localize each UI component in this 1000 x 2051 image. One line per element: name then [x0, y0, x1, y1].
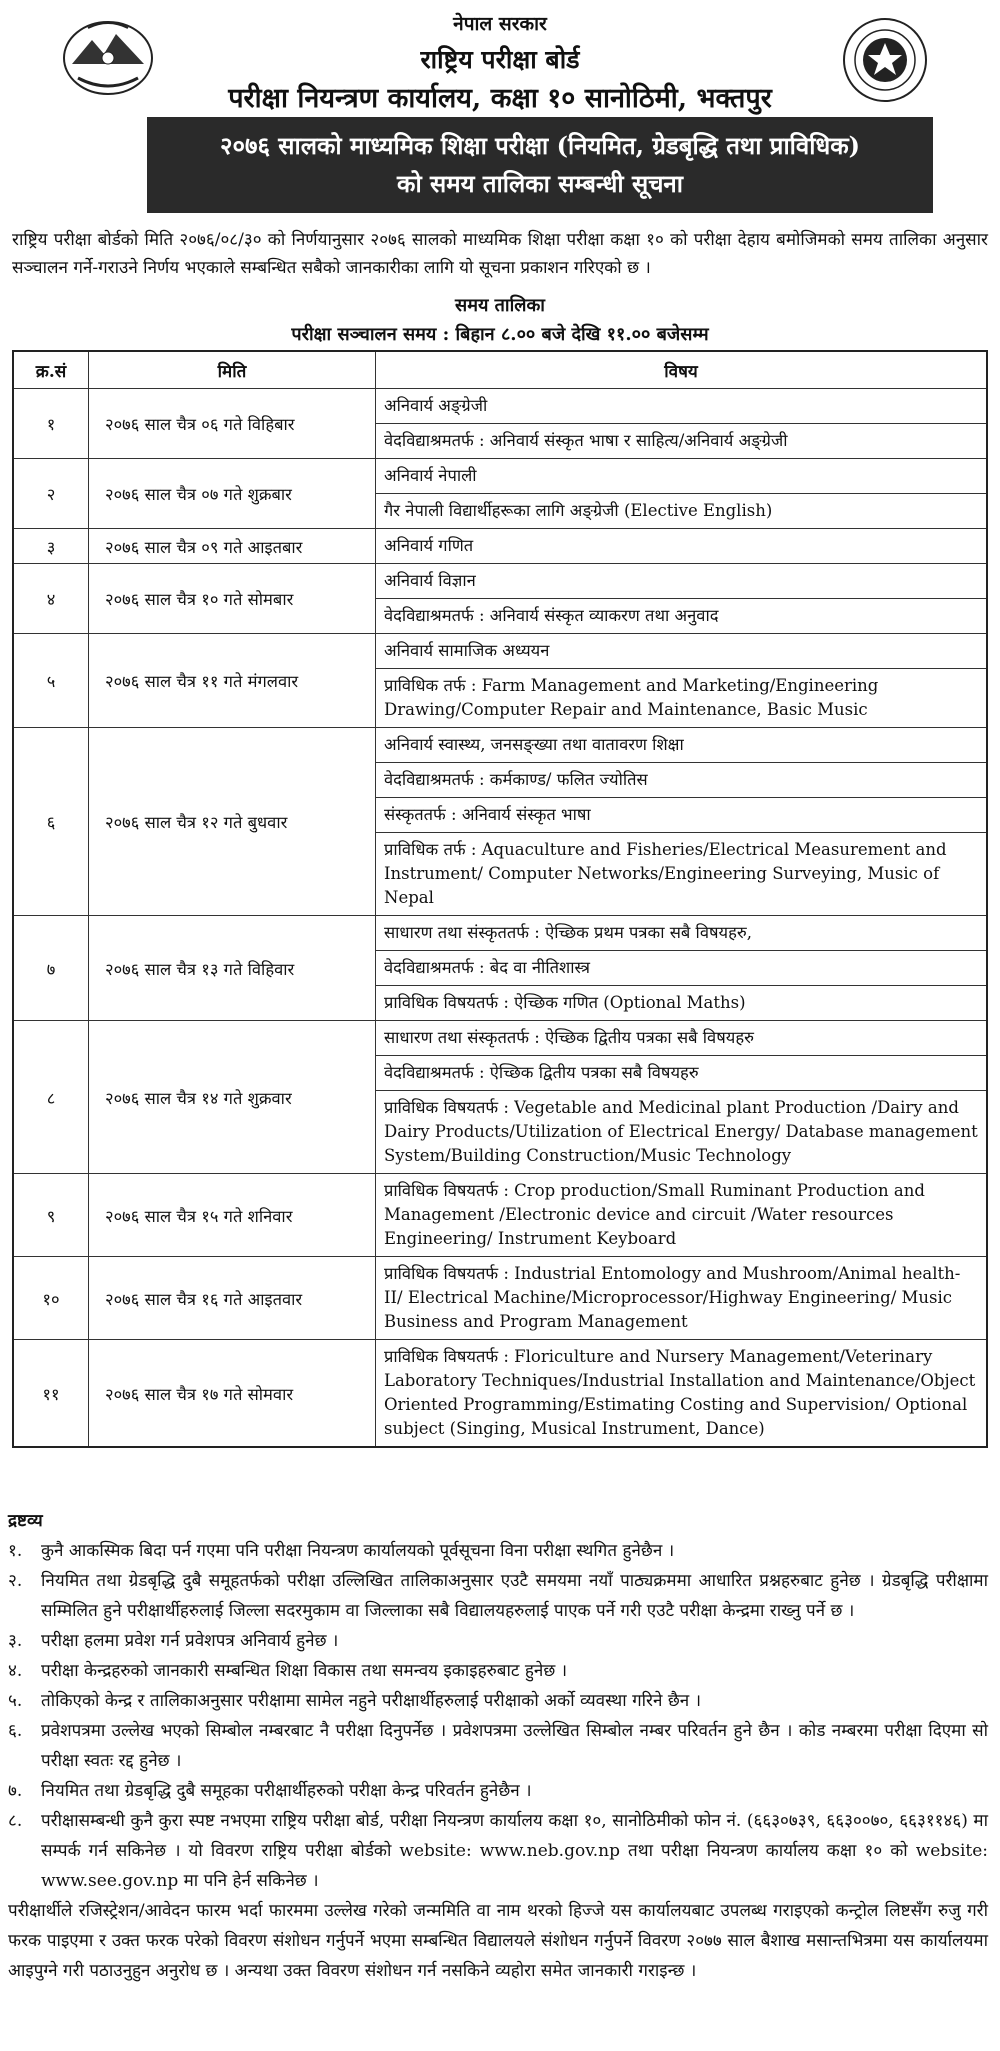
exam-subject: प्राविधिक विषयतर्फ : Industrial Entomology and Mushroom/Animal health-II/ Electrical Machine/Microprocessor/Highway Engineering/ Music Business and Program Management [376, 1257, 988, 1340]
exam-subject: प्राविधिक विषयतर्फ : ऐच्छिक गणित (Optional Maths) [376, 986, 988, 1021]
exam-subject: संस्कृततर्फ : अनिवार्य संस्कृत भाषा [376, 798, 988, 833]
table-row [13, 1340, 987, 1448]
exam-subject: अनिवार्य स्वास्थ्य, जनसङ्ख्या तथा वातावरण शिक्षा [376, 728, 988, 763]
exam-date: २०७६ साल चैत्र १३ गते विहिवार [89, 916, 376, 1021]
table-row [13, 1021, 987, 1056]
exam-subject: गैर नेपाली विद्यार्थीहरूका लागि अङ्ग्रेजी (Elective English) [376, 494, 988, 529]
note-item [8, 1716, 988, 1776]
row-number: ११ [13, 1340, 89, 1448]
note-item [8, 1536, 988, 1566]
note-text: नियमित तथा ग्रेडबृद्धि दुबै समूहका परीक्षार्थीहरुको परीक्षा केन्द्र परिवर्तन हुनेछैन । [41, 1781, 532, 1801]
exam-subject: अनिवार्य विज्ञान [376, 564, 988, 599]
note-item [8, 1806, 988, 1896]
exam-subject: वेदविद्याश्रमतर्फ : ऐच्छिक द्वितीय पत्रका सबै विषयहरु [376, 1056, 988, 1091]
note-number: २. [8, 1571, 23, 1591]
exam-subject: प्राविधिक विषयतर्फ : Crop production/Small Ruminant Production and Management /Electronic device and circuit /Water resources Engineering/ Instrument Keyboard [376, 1174, 988, 1257]
row-number: ३ [13, 529, 89, 564]
note-number: ७. [8, 1781, 23, 1801]
header-num: क्र.सं [13, 351, 89, 389]
table-row [13, 1257, 987, 1340]
note-text: परीक्षासम्बन्धी कुनै कुरा स्पष्ट नभएमा राष्ट्रिय परीक्षा बोर्ड, परीक्षा नियन्त्रण कार्यालय कक्षा १०, सानोठिमीको फोन नं. (६६३०७३९, ६६३००७०, ६६३११४६) मा सम्पर्क गर्न सकिनेछ । यो विवरण राष्ट्रिय परीक्षा बोर्डको website: www.neb.gov.np तथा परीक्षा नियन्त्रण कार्यालय कक्षा १० को website: www.see.gov.np मा पनि हेर्न सकिनेछ । [41, 1811, 988, 1891]
exam-date: २०७६ साल चैत्र १० गते सोमबार [89, 564, 376, 634]
table-row [13, 1174, 987, 1257]
header [0, 0, 1000, 115]
exam-date: २०७६ साल चैत्र १४ गते शुक्रवार [89, 1021, 376, 1174]
note-item [8, 1626, 988, 1656]
exam-date: २०७६ साल चैत्र ०९ गते आइतबार [89, 529, 376, 564]
exam-subject: प्राविधिक विषयतर्फ : Floriculture and Nursery Management/Veterinary Laboratory Techniques/Industrial Installation and Maintenance/Object Oriented Programming/Estimating Costing and Supervision/ Optional subject (Singing, Musical Instrument, Dance) [376, 1340, 988, 1448]
row-number: ४ [13, 564, 89, 634]
note-text: नियमित तथा ग्रेडबृद्धि दुबै समूहतर्फको परीक्षा उल्लिखित तालिकाअनुसार एउटै समयमा नयाँ पाठ्यक्रममा आधारित प्रश्नहरुबाट हुनेछ । ग्रेडबृद्धि परीक्षामा सम्मिलित हुने परीक्षार्थीहरुलाई जिल्ला सदरमुकाम वा जिल्लाका सबै विद्यालयहरुलाई पाएक पर्ने गरी एउटै परीक्षा केन्द्रमा राख्नु पर्ने छ । [41, 1571, 988, 1621]
table-header-row [13, 351, 987, 389]
notes-heading: द्रष्टव्य [8, 1511, 43, 1531]
header-government: नेपाल सरकार [453, 13, 547, 35]
exam-date: २०७६ साल चैत्र ०६ गते विहिबार [89, 389, 376, 459]
note-number: ८. [8, 1811, 23, 1831]
exam-subject: प्राविधिक तर्फ : Farm Management and Marketing/Engineering Drawing/Computer Repair and Maintenance, Basic Music [376, 669, 988, 728]
row-number: ९ [13, 1174, 89, 1257]
intro-paragraph: राष्ट्रिय परीक्षा बोर्डको मिति २०७६/०८/३० को निर्णयानुसार २०७६ सालको माध्यमिक शिक्षा परीक्षा कक्षा १० को परीक्षा देहाय बमोजिमको समय तालिका अनुसार सञ्चालन गर्ने-गराउने निर्णय भएकाले सम्बन्धित सबैको जानकारीका लागि यो सूचना प्रकाशन गरिएको छ । [12, 230, 988, 278]
exam-date: २०७६ साल चैत्र ०७ गते शुक्रबार [89, 459, 376, 529]
table-row [13, 916, 987, 951]
exam-subject: अनिवार्य गणित [376, 529, 988, 564]
note-item [8, 1776, 988, 1806]
table-row [13, 634, 987, 669]
header-subject: विषय [376, 351, 988, 389]
row-number: १० [13, 1257, 89, 1340]
closing-paragraph: परीक्षार्थीले रजिस्ट्रेशन/आवेदन फारम भर्दा फारममा उल्लेख गरेको जन्ममिति वा नाम थरको हिज्जे यस कार्यालयबाट उपलब्ध गराइएको कन्ट्रोल लिष्टसँग रुजु गरी फरक पाइएमा र उक्त फरक परेको विवरण संशोधन गर्नुपर्ने भएमा सम्बन्धित विद्यालयले संशोधन गर्नुपर्ने विवरण २०७७ साल बैशाख मसान्तभित्रमा यस कार्यालयमा आइपुग्ने गरी पठाउनुहुन अनुरोध छ । अन्यथा उक्त विवरण संशोधन गर्न नसकिने व्यहोरा समेत जानकारी गराइन्छ । [8, 1901, 988, 1981]
exam-subject: वेदविद्याश्रमतर्फ : कर्मकाण्ड/ फलित ज्योतिस [376, 763, 988, 798]
note-text: प्रवेशपत्रमा उल्लेख भएको सिम्बोल नम्बरबाट नै परीक्षा दिनुपर्नेछ । प्रवेशपत्रमा उल्लेखित सिम्बोल नम्बर परिवर्तन हुने छैन । कोड नम्बरमा परीक्षा दिएमा सो परीक्षा स्वतः रद्द हुनेछ । [41, 1721, 988, 1771]
exam-subject: साधारण तथा संस्कृततर्फ : ऐच्छिक प्रथम पत्रका सबै विषयहरु, [376, 916, 988, 951]
note-number: ६. [8, 1721, 23, 1741]
exam-date: २०७६ साल चैत्र १६ गते आइतवार [89, 1257, 376, 1340]
row-number: १ [13, 389, 89, 459]
header-board: राष्ट्रिय परीक्षा बोर्ड [420, 45, 580, 74]
table-row [13, 389, 987, 424]
exam-subject: प्राविधिक विषयतर्फ : Vegetable and Medicinal plant Production /Dairy and Dairy Products/Utilization of Electrical Energy/ Database management System/Building Construction/Music Technology [376, 1091, 988, 1174]
exam-subject: वेदविद्याश्रमतर्फ : अनिवार्य संस्कृत भाषा र साहित्य/अनिवार्य अङ्ग्रेजी [376, 424, 988, 459]
table-row [13, 529, 987, 564]
exam-time-caption: परीक्षा सञ्चालन समय : बिहान ८.०० बजे देखि ११.०० बजेसम्म [291, 324, 709, 345]
exam-subject: वेदविद्याश्रमतर्फ : अनिवार्य संस्कृत व्याकरण तथा अनुवाद [376, 599, 988, 634]
exam-subject: अनिवार्य नेपाली [376, 459, 988, 494]
row-number: ६ [13, 728, 89, 916]
note-number: १. [8, 1541, 23, 1561]
note-number: ४. [8, 1661, 23, 1681]
table-row [13, 564, 987, 599]
header-office: परीक्षा नियन्त्रण कार्यालय, कक्षा १० सानोठिमी, भक्तपुर [228, 83, 772, 114]
note-text: परीक्षा केन्द्रहरुको जानकारी सम्बन्धित शिक्षा विकास तथा समन्वय इकाइहरुबाट हुनेछ । [41, 1661, 568, 1681]
row-number: ७ [13, 916, 89, 1021]
row-number: २ [13, 459, 89, 529]
exam-subject: साधारण तथा संस्कृततर्फ : ऐच्छिक द्वितीय पत्रका सबै विषयहरु [376, 1021, 988, 1056]
row-number: ५ [13, 634, 89, 728]
note-item [8, 1566, 988, 1626]
row-number: ८ [13, 1021, 89, 1174]
exam-subject: वेदविद्याश्रमतर्फ : बेद वा नीतिशास्त्र [376, 951, 988, 986]
exam-date: २०७६ साल चैत्र १२ गते बुधवार [89, 728, 376, 916]
note-number: ५. [8, 1691, 23, 1711]
notice-title-line1: २०७६ सालको माध्यमिक शिक्षा परीक्षा (नियमित, ग्रेडबृद्धि तथा प्राविधिक) [220, 131, 860, 160]
exam-board-seal-icon [840, 15, 930, 105]
table-row [13, 459, 987, 494]
exam-date: २०७६ साल चैत्र १७ गते सोमवार [89, 1340, 376, 1448]
header-date: मिति [89, 351, 376, 389]
note-text: परीक्षा हलमा प्रवेश गर्न प्रवेशपत्र अनिवार्य हुनेछ । [41, 1631, 339, 1651]
exam-date: २०७६ साल चैत्र ११ गते मंगलवार [89, 634, 376, 728]
schedule-caption: समय तालिका [455, 295, 545, 316]
note-text: कुनै आकस्मिक बिदा पर्न गएमा पनि परीक्षा नियन्त्रण कार्यालयको पूर्वसूचना विना परीक्षा स्थगित हुनेछैन । [41, 1541, 675, 1561]
notice-title [147, 117, 933, 213]
exam-date: २०७६ साल चैत्र १५ गते शनिवार [89, 1174, 376, 1257]
notice-title-line2: को समय तालिका सम्बन्धी सूचना [397, 169, 683, 198]
table-row [13, 728, 987, 763]
note-item [8, 1686, 988, 1716]
note-item [8, 1656, 988, 1686]
exam-schedule-table [12, 350, 988, 1448]
note-number: ३. [8, 1631, 23, 1651]
exam-subject: अनिवार्य सामाजिक अध्ययन [376, 634, 988, 669]
exam-subject: अनिवार्य अङ्ग्रेजी [376, 389, 988, 424]
notes-section [8, 1506, 988, 1986]
exam-subject: प्राविधिक तर्फ : Aquaculture and Fisheries/Electrical Measurement and Instrument/ Computer Networks/Engineering Surveying, Music of Nepal [376, 833, 988, 916]
note-text: तोकिएको केन्द्र र तालिकाअनुसार परीक्षामा सामेल नहुने परीक्षार्थीहरुलाई परीक्षाको अर्को व्यवस्था गरिने छैन । [41, 1691, 702, 1711]
